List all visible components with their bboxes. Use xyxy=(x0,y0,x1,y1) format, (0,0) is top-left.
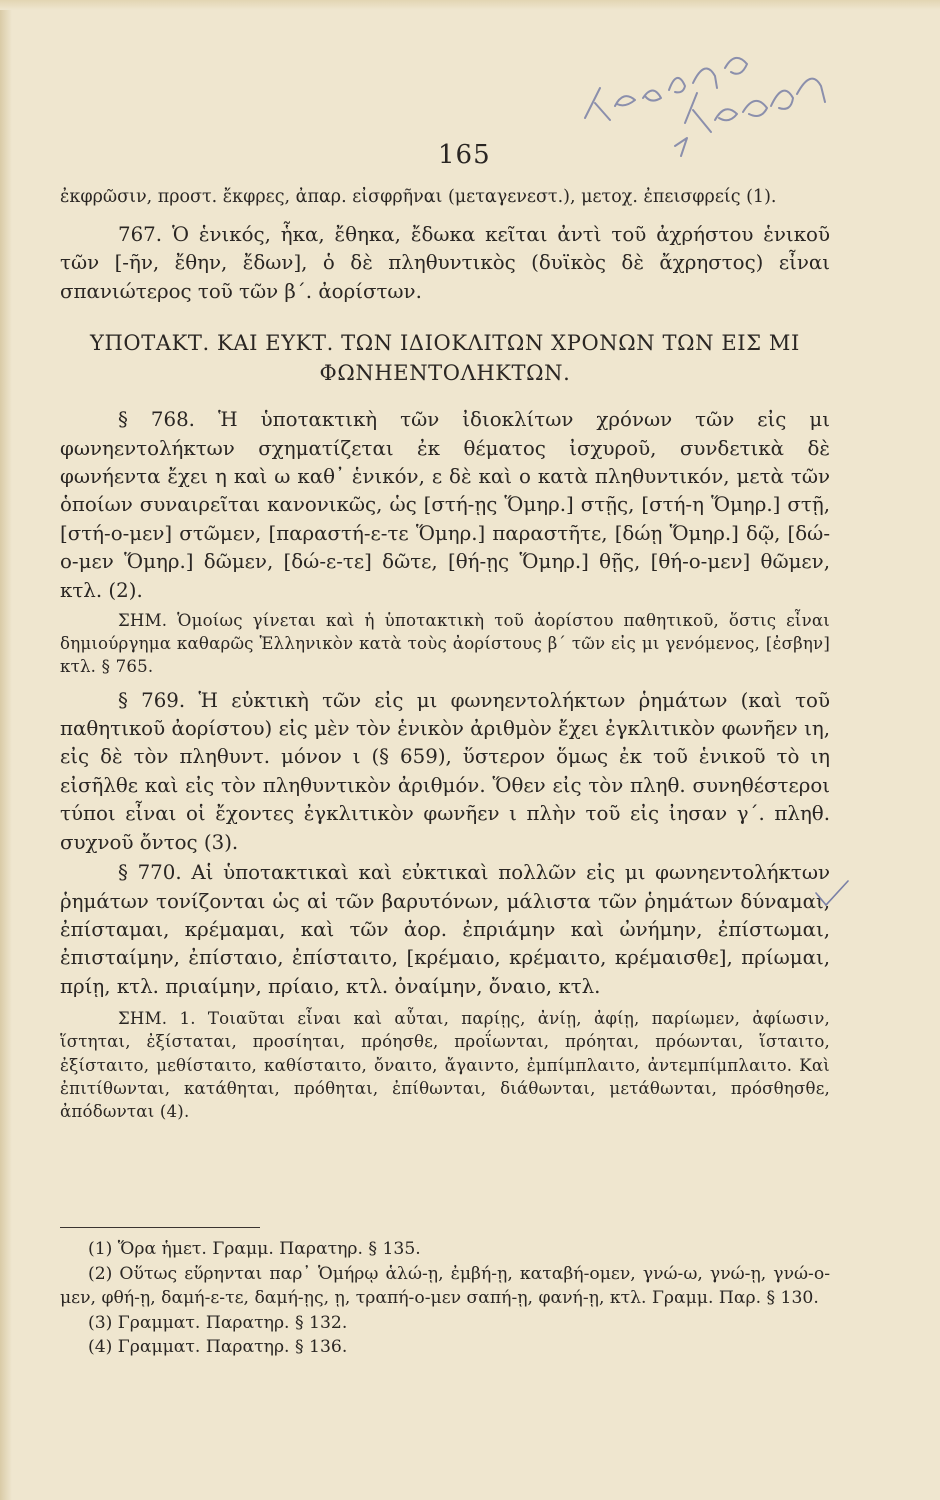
note-768: ΣΗΜ. Ὁμοίως γίνεται καὶ ἡ ὑποτακτικὴ τοῦ ἀορίστου παθητικοῦ, ὅστις εἶναι δημιούργημα καθαρῶς Ἑλληνικὸν κατὰ τοὺς ἀορίστους β΄ τῶν εἰς μι γενόμενος, [ἐσβην] κτλ. § 765. xyxy=(60,611,830,677)
scan-shadow-top xyxy=(0,0,940,10)
margin-check-mark-icon xyxy=(812,875,852,915)
handwritten-annotation-icon xyxy=(565,28,845,178)
paragraph-767: 767. Ὁ ἑνικός, ἧκα, ἔθηκα, ἔδωκα κεῖται ἀντὶ τοῦ ἀχρήστου ἑνικοῦ τῶν [-ῆν, ἔθην, ἔδων], ὁ δὲ πληθυντικὸς (δυϊκὸς δὲ ἄχρηστος) εἶναι σπανιώτερος τοῦ τῶν β΄. ἀορίστων. xyxy=(60,223,830,303)
paragraph-770: § 770. Αἱ ὑποτακτικαὶ καὶ εὐκτικαὶ πολλῶν εἰς μι φωνηεντολήκτων ῥημάτων τονίζονται ὡς αἱ τῶν βαρυτόνων, μάλιστα τῶν ῥημάτων δύναμαι, ἐπίσταμαι, κρέμαμαι, καὶ τῶν ἀορ. ἐπριάμην καὶ ὠνήμην, ἐπίστωμαι, ἐπισταίμην, ἐπίσταιο, ἐπίσταιτο, [κρέμαιο, κρέμαιτο, κρέμαισθε], πρίωμαι, πρίῃ, κτλ. πριαίμην, πρίαιο, κτλ. ὀναίμην, ὄναιο, κτλ. xyxy=(60,861,830,998)
page-number: 165 xyxy=(438,140,491,170)
paragraph-768: § 768. Ἡ ὑποτακτικὴ τῶν ἰδιοκλίτων χρόνων τῶν εἰς μι φωνηεντολήκτων σχηματίζεται ἐκ θέματος ἰσχυροῦ, συνδετικὰ δὲ φωνήεντα ἔχει η καὶ ω καθ᾽ ἑνικόν, ε δὲ καὶ ο κατὰ πληθυντικόν, μετὰ τῶν ὁποίων συναιρεῖται κανονικῶς, ὡς [στή-ῃς Ὅμηρ.] στῇς, [στή-η Ὅμηρ.] στῇ, [στή-ο-μεν] στῶμεν, [παραστή-ε-τε Ὅμηρ.] παραστῆτε, [δώῃ Ὅμηρ.] δῷ, [δώ-ο-μεν Ὅμηρ.] δῶμεν, [δώ-ε-τε] δῶτε, [θή-ῃς Ὅμηρ.] θῇς, [θή-ο-μεν] θῶμεν, κτλ. (2). xyxy=(60,408,830,602)
paragraph-continuation: ἐκφρῶσιν, προστ. ἔκφρες, ἀπαρ. εἰσφρῆναι (μεταγενεστ.), μετοχ. ἐπεισφρείς (1). xyxy=(60,187,777,207)
note-770: ΣΗΜ. 1. Τοιαῦται εἶναι καὶ αὗται, παρίῃς, ἀνίῃ, ἀφίῃ, παρίωμεν, ἀφίωσιν, ἵστηται, ἐξίσταται, προσίηται, πρόησθε, προΐωνται, πρόηται, πρόωνται, ἵσταιτο, ἐξίσταιτο, μεθίσταιτο, καθίσταιτο, ὄναιτο, ἄγαιντο, ἐμπίμπλαιτο, ἀντεμπίμπλαιτο. Καὶ ἐπιτίθωνται, κατάθηται, πρόθηται, ἐπίθωνται, διάθωνται, μετάθωνται, πρόσθησθε, ἀπόδωνται (4). xyxy=(60,1009,830,1121)
scan-shadow-left xyxy=(0,0,12,1500)
paragraph-769: § 769. Ἡ εὐκτικὴ τῶν εἰς μι φωνηεντολήκτων ῥημάτων (καὶ τοῦ παθητικοῦ ἀορίστου) εἰς μὲν τὸν ἑνικὸν ἀριθμὸν ἔχει ἐγκλιτικὸν φωνῆεν ιη, εἰς δὲ τὸν πληθυντ. μόνον ι (§ 659), ὕστερον ὅμως ἐκ τοῦ ἑνικοῦ τὸ ιη εἰσῆλθε καὶ εἰς τὸν πληθυντικὸν ἀριθμόν. Ὅθεν εἰς τὸν πληθ. συνηθέστεροι τύποι εἶναι οἱ ἔχοντες ἐγκλιτικὸν φωνῆεν ι πλὴν τοῦ εἰς ἰησαν γ΄. πληθ. συχνοῦ ὄντος (3). xyxy=(60,688,830,854)
footnote-1: (1) Ὅρα ἡμετ. Γραμμ. Παρατηρ. § 135. xyxy=(88,1239,421,1259)
footnote-separator xyxy=(60,1227,260,1228)
section-heading: ΥΠΟΤΑΚΤ. ΚΑΙ ΕΥΚΤ. ΤΩΝ ΙΔΙΟΚΛΙΤΩΝ ΧΡΟΝΩΝ ΤΩΝ ΕΙΣ ΜΙ ΦΩΝΗΕΝΤΟΛΗΚΤΩΝ. xyxy=(90,331,800,386)
page-body xyxy=(60,185,830,1123)
footnotes xyxy=(60,1237,830,1360)
footnote-4: (4) Γραμματ. Παρατηρ. § 136. xyxy=(88,1337,348,1357)
footnote-3: (3) Γραμματ. Παρατηρ. § 132. xyxy=(88,1312,348,1333)
footnote-2: (2) Οὕτως εὕρηνται παρ᾽ Ὁμήρῳ ἁλώ-ῃ, ἐμβή-ῃ, καταβή-ομεν, γνώ-ω, γνώ-ῃ, γνώ-ο-μεν, φθή-ῃ, δαμή-ε-τε, δαμή-ῃς, ῃ, τραπή-ο-μεν σαπή-ῃ, φανή-ῃ, κτλ. Γραμμ. Παρ. § 130. xyxy=(60,1263,830,1308)
